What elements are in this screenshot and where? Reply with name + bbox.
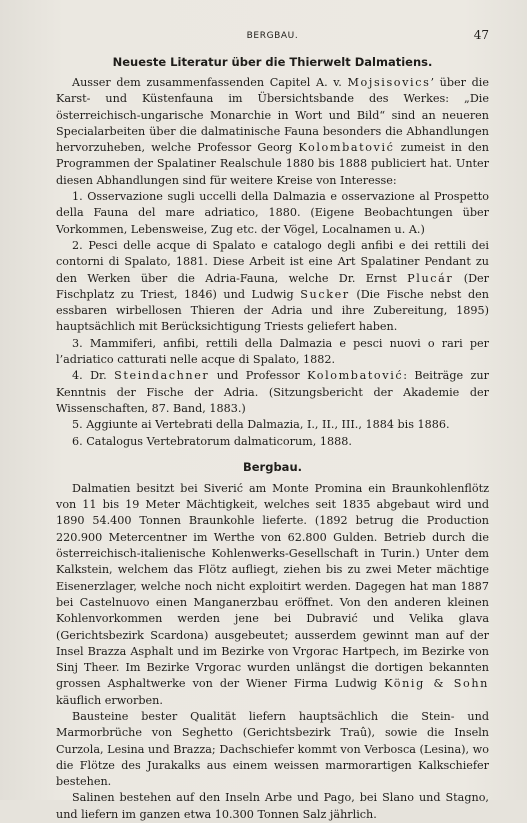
intro-text-a: Ausser dem zusammenfassenden Capitel A. v. <box>72 76 348 89</box>
literature-list <box>56 189 489 450</box>
intro-text-c: zumeist in den Programmen der Spalatiner Realschule 1880 bis 1888 publiciert hat. Unter diesen Abhandlungen sind für weitere Kreise von Interesse: <box>56 141 489 187</box>
item-text: 4. Dr. <box>72 369 115 383</box>
running-title: BERGBAU. <box>246 31 299 41</box>
author-name: Steindachner <box>114 369 210 383</box>
item-text: 3. Mammiferi, anfibi, rettili della Dalmazia e pesci nuovi o rari per l’adriatico catturati nelle acque di Spalato, 1882. <box>56 336 489 367</box>
mining-paragraph-3: Salinen bestehen auf den Inseln Arbe und Pago, bei Slano und Stagno, und liefern im ganzen etwa 10.300 Tonnen Salz jährlich. <box>56 791 489 821</box>
intro-text-b: ’ über die Karst- und Küstenfauna im Übersichtsbande des Werkes: „Die österreichisch-ungarische Monarchie in Wort und Bild“ sind an neueren Specialarbeiten über die dalmatinische Fauna besonders die Abhandlungen hervorzuheben, welche Professor Georg <box>56 76 489 155</box>
mining-paragraph-2: Bausteine bester Qualität liefern hauptsächlich die Stein- und Marmorbrüche von Seghetto (Gerichtsbezirk Traû), sowie die Inseln Curzola, Lesina und Brazza; Dachschiefer kommt von Verbosca (Lesina), wo die Flötze des Jurakalks aus einem weissen marmorartigen Kalkschiefer bestehen. <box>56 709 489 789</box>
item-text: (Der Fischplatz zu Triest, 1846) und Ludwig <box>56 271 490 301</box>
running-header <box>56 28 489 44</box>
literature-item-6 <box>56 434 489 450</box>
author-name: Plucár <box>407 271 454 285</box>
item-text: 6. Catalogus Vertebratorum dalmaticorum, 1888. <box>72 434 352 448</box>
section-title-literature: Neueste Literatur über die Thierwelt Dalmatiens. <box>112 55 433 69</box>
firm-name: König & Sohn <box>384 677 489 691</box>
intro-author-kolombatovic: Kolombatović <box>298 141 395 155</box>
item-text: 5. Aggiunte ai Vertebrati della Dalmazia, I., II., III., 1884 bis 1886. <box>72 418 450 432</box>
page-number: 47 <box>473 28 489 42</box>
intro-author-mojsisovics: Mojsisovics <box>347 76 431 89</box>
literature-item-5 <box>56 417 489 433</box>
author-name: Sucker <box>300 287 350 301</box>
literature-item-4 <box>56 368 489 417</box>
item-text: 1. Osservazione sugli uccelli della Dalmazia e osservazione al Prospetto della Fauna del mare adriatico, 1880. (Eigene Beobachtungen über Vorkommen, Lebensweise, Zug etc. der Vögel, Localnamen u. A.) <box>56 190 489 236</box>
paragraph-text: Dalmatien besitzt bei Siverić am Monte Promina ein Braunkohlenflötz von 11 bis 19 Meter Mächtigkeit, welches seit 1835 abgebaut wird und 1890 54.400 Tonnen Braunkohle lieferte. (1892 betrug die Production 220.900 Metercentner im Werthe von 62.800 Gulden. Betrieb durch die österreichisch-italienische Kohlenwerks-Gesellschaft in Turin.) Unter dem Kalkstein, welchem das Flötz aufliegt, ziehen bis zu zwei Meter mächtige Eisenerzlager, welche noch nicht exploitirt werden. Dagegen hat man 1887 bei Castelnuovo einen Manganerzbau eröffnet. Von den anderen kleinen Kohlenvorkommen werden jene bei Dubravić und Velika glava (Gerichtsbezirk Scardona) ausgebeutet; ausserdem gewinnt man auf der Insel Brazza Asphalt und im Bezirke von Vrgorac Hartpech, im Bezirke von Sinj Theer. Im Bezirke Vrgorac wurden unlängst die dortigen bekannten grossen Asphaltwerke von der Wiener Firma Ludwig <box>56 481 489 691</box>
literature-item-3 <box>56 336 489 369</box>
item-text: und Professor <box>209 369 308 383</box>
literature-item-2 <box>56 238 489 336</box>
author-name: Kolombatović <box>307 369 404 383</box>
mining-paragraph-1 <box>56 481 489 709</box>
section-title-mining: Bergbau. <box>242 459 303 474</box>
paragraph-text: käuflich erworben. <box>56 693 163 707</box>
literature-intro-paragraph <box>56 75 489 189</box>
item-text: 2. Pesci delle acque di Spalato e catalogo degli anfibi e dei rettili dei contorni di Spalato, 1881. Diese Arbeit ist eine Art Spalatiner Pendant zu den Werken über die Adria-Fauna, welche Dr. Ernst <box>56 238 489 285</box>
item-text: : Beiträge zur Kenntnis der Fische der Adria. (Sitzungsbericht der Akademie der Wissenschaften, 87. Band, 1883.) <box>56 369 489 415</box>
item-text: (Die Fische nebst den essbaren wirbellosen Thieren der Adria und ihre Zubereitung, 1895) hauptsächlich mit Berücksichtigung Triests geliefert haben. <box>56 287 489 334</box>
literature-item-1 <box>56 189 489 238</box>
